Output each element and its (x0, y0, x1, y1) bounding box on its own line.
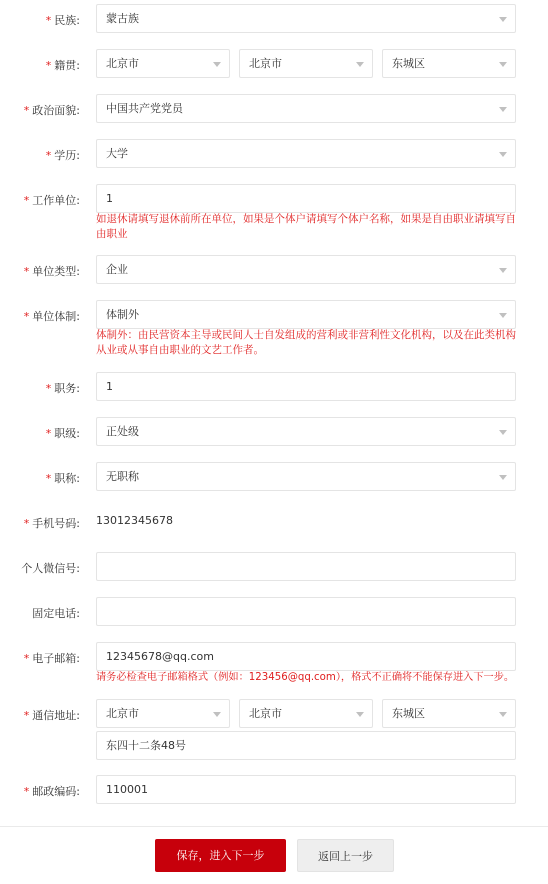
political-status-select[interactable]: 中国共产党党员 (96, 94, 516, 123)
save-next-button[interactable]: 保存，进入下一步 (155, 839, 286, 872)
education-label: * 学历: (45, 149, 80, 162)
chevron-down-icon (499, 152, 507, 157)
address-province-select[interactable]: 北京市 (96, 699, 230, 728)
education-select[interactable]: 大学 (96, 139, 516, 168)
email-input[interactable]: 12345678@qq.com (96, 642, 516, 671)
back-button[interactable]: 返回上一步 (297, 839, 394, 872)
chevron-down-icon (356, 712, 364, 717)
unit-system-select[interactable]: 体制外 (96, 300, 516, 329)
chevron-down-icon (499, 430, 507, 435)
political-status-label: * 政治面貌: (23, 104, 80, 117)
mobile-value: 13012345678 (96, 514, 173, 527)
email-label: * 电子邮箱: (23, 652, 80, 665)
chevron-down-icon (499, 17, 507, 22)
work-unit-input[interactable]: 1 (96, 184, 516, 213)
address-district-select[interactable]: 东城区 (382, 699, 516, 728)
unit-type-label: * 单位类型: (23, 265, 80, 278)
wechat-input[interactable] (96, 552, 516, 581)
email-hint: 请务必检查电子邮箱格式（例如：123456@qq.com），格式不正确将不能保存进入下一步。 (96, 672, 515, 683)
postcode-input[interactable]: 110001 (96, 775, 516, 804)
native-city-select[interactable]: 北京市 (239, 49, 373, 78)
work-unit-hint: 如退休请填写退休前所在单位，如果是个体户请填写个体户名称，如果是自由职业请填写自由职业 (96, 213, 516, 240)
native-province-select[interactable]: 北京市 (96, 49, 230, 78)
rank-label: * 职级: (45, 427, 80, 440)
postcode-label: * 邮政编码: (23, 785, 80, 798)
wechat-label: 个人微信号: (21, 562, 80, 575)
unit-system-label: * 单位体制: (23, 310, 80, 323)
title-select[interactable]: 无职称 (96, 462, 516, 491)
ethnicity-select[interactable]: 蒙古族 (96, 4, 516, 33)
chevron-down-icon (356, 62, 364, 67)
address-detail-input[interactable]: 东四十二条48号 (96, 731, 516, 760)
native-place-label: * 籍贯: (45, 59, 80, 72)
position-label: * 职务: (45, 382, 80, 395)
address-label: * 通信地址: (23, 709, 80, 722)
unit-system-hint: 体制外：由民营资本主导或民间人士自发组成的营利或非营利性文化机构，以及在此类机构从业或从事自由职业的文艺工作者。 (96, 329, 516, 356)
mobile-label: * 手机号码: (23, 517, 80, 530)
chevron-down-icon (499, 62, 507, 67)
chevron-down-icon (499, 268, 507, 273)
ethnicity-label: * 民族: (45, 14, 80, 27)
position-input[interactable]: 1 (96, 372, 516, 401)
chevron-down-icon (499, 313, 507, 318)
title-label: * 职称: (45, 472, 80, 485)
rank-select[interactable]: 正处级 (96, 417, 516, 446)
chevron-down-icon (213, 62, 221, 67)
chevron-down-icon (499, 107, 507, 112)
unit-type-select[interactable]: 企业 (96, 255, 516, 284)
chevron-down-icon (499, 475, 507, 480)
native-district-select[interactable]: 东城区 (382, 49, 516, 78)
chevron-down-icon (499, 712, 507, 717)
landline-input[interactable] (96, 597, 516, 626)
landline-label: 固定电话: (32, 607, 80, 620)
address-city-select[interactable]: 北京市 (239, 699, 373, 728)
work-unit-label: * 工作单位: (23, 194, 80, 207)
chevron-down-icon (213, 712, 221, 717)
